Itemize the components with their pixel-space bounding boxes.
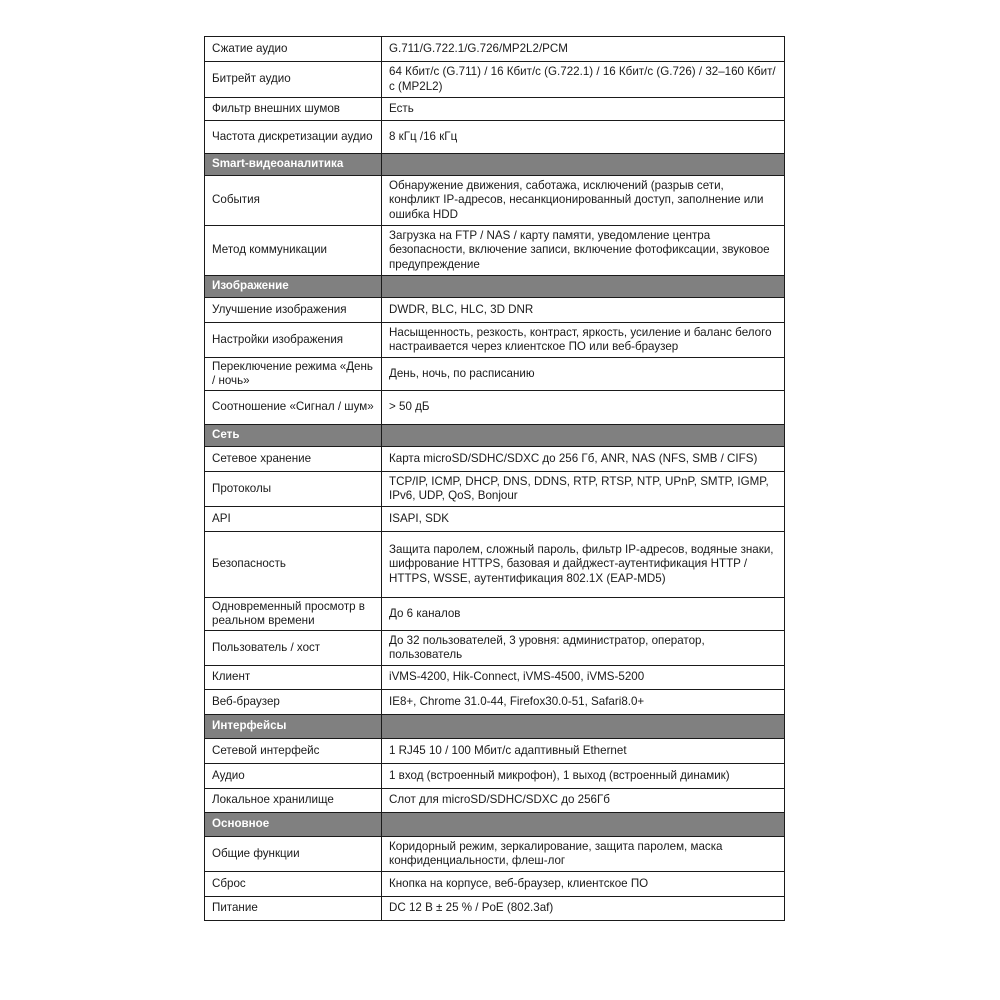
section-filler: [382, 276, 785, 298]
spec-value: Слот для microSD/SDHC/SDXC до 256Гб: [382, 789, 785, 813]
section-header: [205, 276, 785, 298]
spec-label: Переключение режима «День / ночь»: [205, 358, 382, 391]
spec-value: > 50 дБ: [382, 391, 785, 425]
spec-label: Одновременный просмотр в реальном времени: [205, 598, 382, 631]
spec-label: Клиент: [205, 666, 382, 690]
section-title: Изображение: [205, 276, 382, 298]
spec-row: [205, 323, 785, 358]
spec-label: Питание: [205, 897, 382, 921]
spec-label: Пользователь / хост: [205, 631, 382, 666]
spec-row: [205, 897, 785, 921]
spec-value: День, ночь, по расписанию: [382, 358, 785, 391]
section-filler: [382, 813, 785, 837]
section-title: Сеть: [205, 425, 382, 447]
spec-value: Карта microSD/SDHC/SDXC до 256 Гб, ANR, NAS (NFS, SMB / CIFS): [382, 447, 785, 472]
spec-label: Соотношение «Сигнал / шум»: [205, 391, 382, 425]
spec-value: IE8+, Chrome 31.0-44, Firefox30.0-51, Safari8.0+: [382, 690, 785, 715]
spec-row: [205, 472, 785, 507]
spec-value: G.711/G.722.1/G.726/MP2L2/PCM: [382, 37, 785, 62]
spec-label: Сетевой интерфейс: [205, 739, 382, 764]
section-filler: [382, 425, 785, 447]
spec-row: [205, 121, 785, 154]
spec-row: [205, 447, 785, 472]
spec-label: События: [205, 176, 382, 226]
spec-row: [205, 739, 785, 764]
spec-table-body: [205, 37, 785, 921]
spec-row: [205, 631, 785, 666]
spec-value: DC 12 В ± 25 % / PoE (802.3af): [382, 897, 785, 921]
spec-row: [205, 666, 785, 690]
spec-value: Обнаружение движения, саботажа, исключений (разрыв сети, конфликт IP-адресов, несанкционированный доступ, заполнение или ошибка HDD: [382, 176, 785, 226]
spec-row: [205, 837, 785, 872]
spec-label: Сброс: [205, 872, 382, 897]
spec-label: Улучшение изображения: [205, 298, 382, 323]
spec-row: [205, 598, 785, 631]
spec-row: [205, 298, 785, 323]
section-title: Smart-видеоаналитика: [205, 154, 382, 176]
spec-value: Кнопка на корпусе, веб-браузер, клиентское ПО: [382, 872, 785, 897]
spec-row: [205, 690, 785, 715]
spec-label: Протоколы: [205, 472, 382, 507]
spec-value: Защита паролем, сложный пароль, фильтр IP-адресов, водяные знаки, шифрование HTTPS, базовая и дайджест-аутентификация HTTP / HTTPS, WSSE, аутентификация 802.1X (EAP-MD5): [382, 532, 785, 598]
spec-label: Сетевое хранение: [205, 447, 382, 472]
spec-label: Настройки изображения: [205, 323, 382, 358]
spec-label: Фильтр внешних шумов: [205, 98, 382, 121]
spec-row: [205, 391, 785, 425]
section-header: [205, 715, 785, 739]
spec-value: 1 вход (встроенный микрофон), 1 выход (встроенный динамик): [382, 764, 785, 789]
spec-row: [205, 62, 785, 98]
spec-row: [205, 358, 785, 391]
section-title: Интерфейсы: [205, 715, 382, 739]
spec-label: Метод коммуникации: [205, 226, 382, 276]
spec-value: 64 Кбит/с (G.711) / 16 Кбит/с (G.722.1) / 16 Кбит/с (G.726) / 32–160 Кбит/с (MP2L2): [382, 62, 785, 98]
spec-table: [204, 36, 785, 921]
section-header: [205, 813, 785, 837]
spec-value: 1 RJ45 10 / 100 Мбит/с адаптивный Ethernet: [382, 739, 785, 764]
spec-label: Аудио: [205, 764, 382, 789]
spec-value: iVMS-4200, Hik-Connect, iVMS-4500, iVMS-5200: [382, 666, 785, 690]
spec-value: ISAPI, SDK: [382, 507, 785, 532]
spec-row: [205, 226, 785, 276]
spec-label: Битрейт аудио: [205, 62, 382, 98]
spec-label: Веб-браузер: [205, 690, 382, 715]
spec-row: [205, 37, 785, 62]
spec-row: [205, 176, 785, 226]
section-header: [205, 425, 785, 447]
spec-row: [205, 507, 785, 532]
spec-value: Есть: [382, 98, 785, 121]
spec-label: Частота дискретизации аудио: [205, 121, 382, 154]
spec-value: DWDR, BLC, HLC, 3D DNR: [382, 298, 785, 323]
spec-value: До 6 каналов: [382, 598, 785, 631]
section-header: [205, 154, 785, 176]
spec-value: TCP/IP, ICMP, DHCP, DNS, DDNS, RTP, RTSP, NTP, UPnP, SMTP, IGMP, IPv6, UDP, QoS, Bonjour: [382, 472, 785, 507]
spec-label: Сжатие аудио: [205, 37, 382, 62]
section-filler: [382, 154, 785, 176]
section-filler: [382, 715, 785, 739]
spec-label: Локальное хранилище: [205, 789, 382, 813]
spec-value: Коридорный режим, зеркалирование, защита паролем, маска конфиденциальности, флеш-лог: [382, 837, 785, 872]
spec-value: Насыщенность, резкость, контраст, яркость, усиление и баланс белого настраивается через клиентское ПО или веб-браузер: [382, 323, 785, 358]
spec-label: Безопасность: [205, 532, 382, 598]
section-title: Основное: [205, 813, 382, 837]
spec-row: [205, 98, 785, 121]
spec-label: Общие функции: [205, 837, 382, 872]
spec-row: [205, 789, 785, 813]
spec-value: Загрузка на FTP / NAS / карту памяти, уведомление центра безопасности, включение записи, включение фотофиксации, звуковое предупреждение: [382, 226, 785, 276]
spec-row: [205, 872, 785, 897]
spec-label: API: [205, 507, 382, 532]
spec-row: [205, 532, 785, 598]
spec-row: [205, 764, 785, 789]
spec-value: До 32 пользователей, 3 уровня: администратор, оператор, пользователь: [382, 631, 785, 666]
spec-value: 8 кГц /16 кГц: [382, 121, 785, 154]
